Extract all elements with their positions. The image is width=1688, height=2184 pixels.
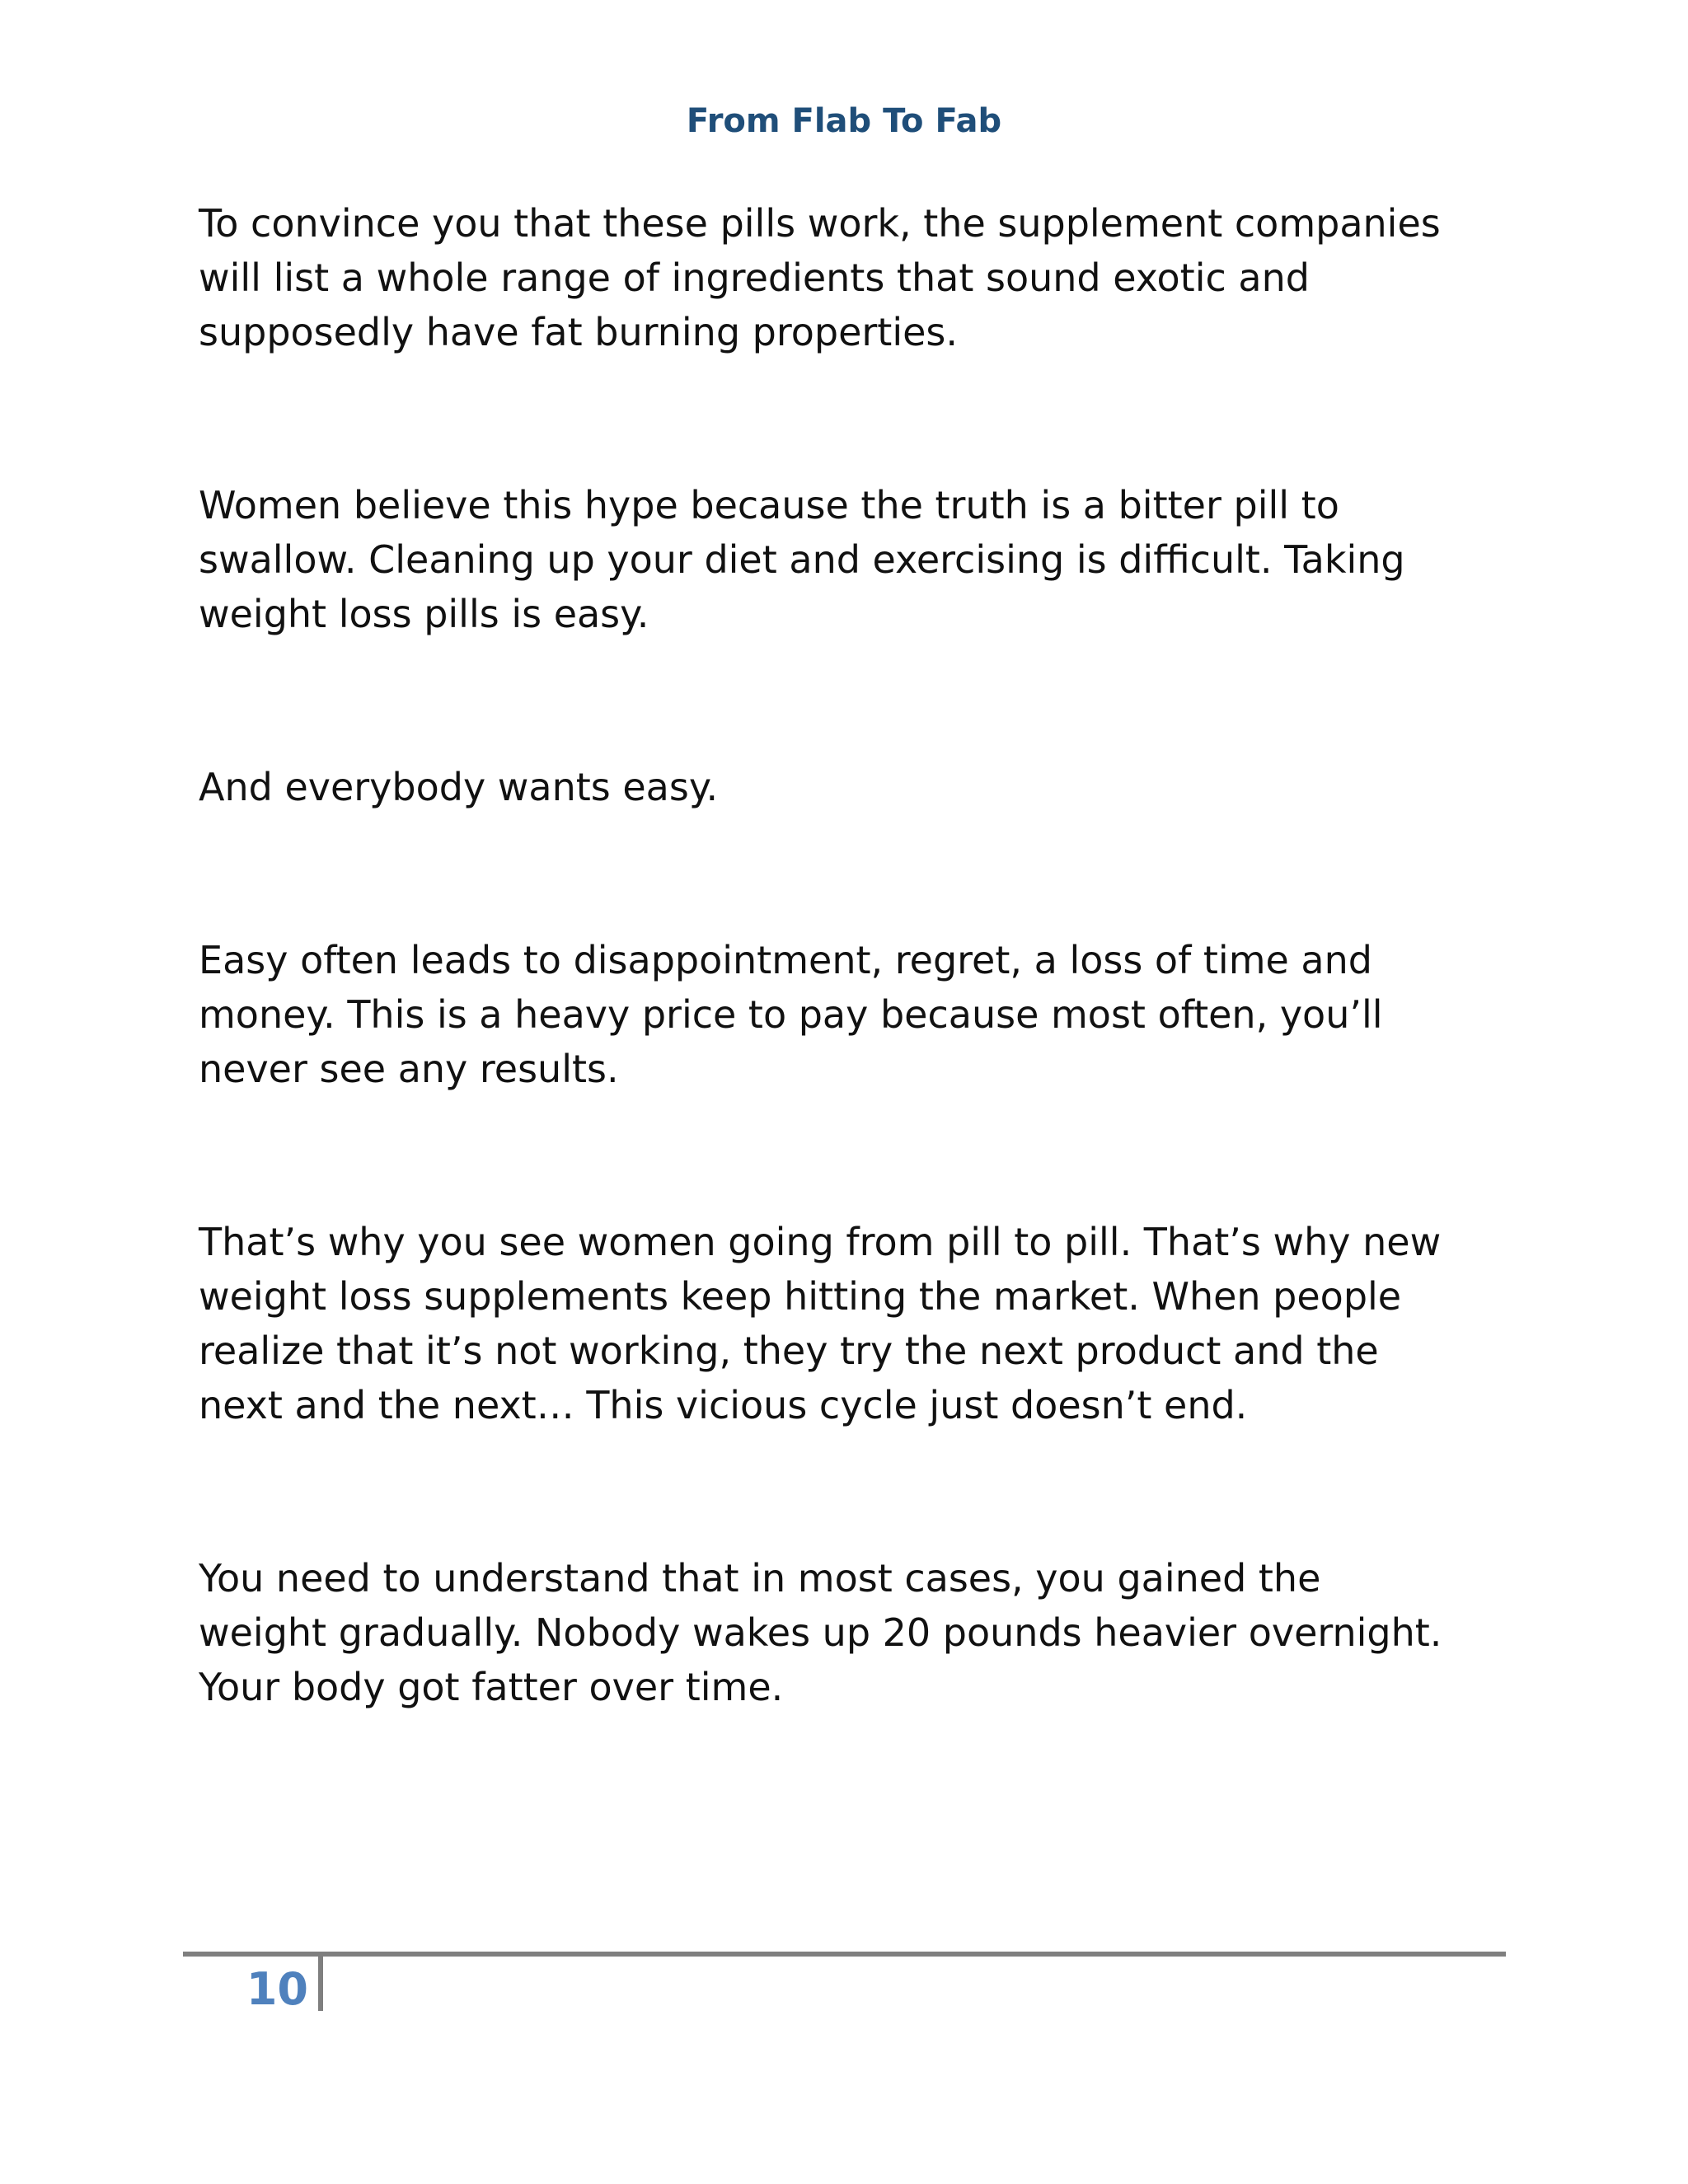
paragraph: You need to understand that in most cases, you gained the weight gradually. Nobody wakes up 20 pounds heavier overnight. Your body got fatter over time. bbox=[199, 1556, 1442, 1709]
paragraph: To convince you that these pills work, the supplement companies will list a whole range of ingredients that sound exotic and supposedly have fat burning properties. bbox=[199, 201, 1441, 354]
page-number: 10 bbox=[246, 1963, 308, 2015]
running-header-title: From Flab To Fab bbox=[686, 102, 1002, 140]
footer-rule bbox=[183, 1952, 1506, 1957]
body-text bbox=[199, 196, 1550, 1714]
paragraph: Easy often leads to disappointment, regret, a loss of time and money. This is a heavy price to pay because most often, you’ll never see any results. bbox=[199, 938, 1383, 1091]
paragraph: And everybody wants easy. bbox=[199, 765, 719, 809]
page-number-divider bbox=[318, 1957, 323, 2011]
paragraph: Women believe this hype because the truth is a bitter pill to swallow. Cleaning up your diet and exercising is difficult. Taking weight loss pills is easy. bbox=[199, 483, 1405, 636]
paragraph: That’s why you see women going from pill to pill. That’s why new weight loss supplements keep hitting the market. When people realize that it’s not working, they try the next product and the next and the next… This vicious cycle just doesn’t end. bbox=[199, 1220, 1442, 1427]
